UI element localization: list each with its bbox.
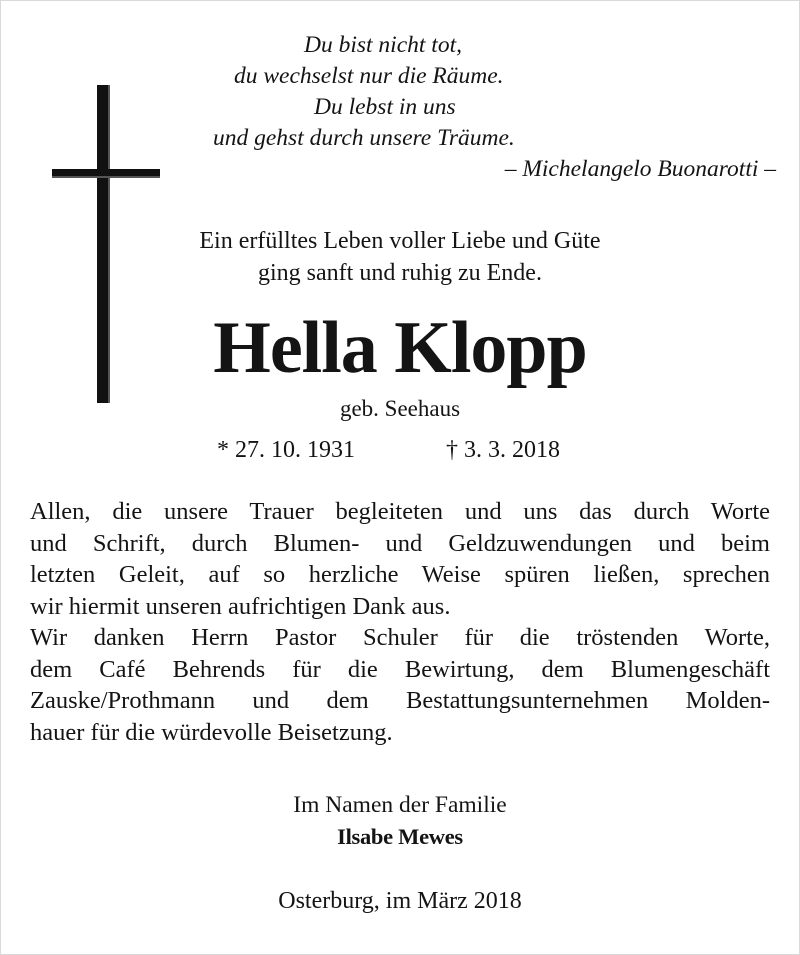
thanks-paragraph [30, 622, 770, 748]
thanks-line: Zauske/Prothmann und dem Bestattungsunternehmen Molden- [30, 687, 770, 714]
poem-line: Du lebst in uns [314, 94, 456, 120]
poem-line: Du bist nicht tot, [304, 32, 462, 58]
poem-quote [180, 30, 780, 185]
maiden-name: geb. Seehaus [339, 396, 461, 421]
thanks-line: Wir danken Herrn Pastor Schuler für die tröstenden Worte, [30, 624, 770, 651]
deceased-name: Hella Klopp [213, 307, 587, 389]
poem-line: du wechselst nur die Räume. [234, 63, 504, 89]
thanks-line: dem Café Behrends für die Bewirtung, dem Blumengeschäft [30, 655, 770, 683]
place-date: Osterburg, im März 2018 [278, 888, 522, 914]
poem-line: und gehst durch unsere Träume. [213, 125, 515, 151]
intro-text [140, 225, 660, 289]
poem-attribution: – Michelangelo Buonarotti – [504, 156, 776, 182]
thanks-line: und Schrift, durch Blumen- und Geldzuwendungen und beim [30, 529, 770, 557]
intro-line: Ein erfülltes Leben voller Liebe und Güte [199, 228, 601, 254]
signature-block [200, 790, 600, 852]
thanks-paragraph [30, 496, 770, 622]
thanks-line: Allen, die unsere Trauer begleiteten und uns das durch Worte [30, 498, 770, 525]
birth-date: * 27. 10. 1931 [217, 437, 355, 463]
thanks-line: wir hiermit unseren aufrichtigen Dank aus. [30, 592, 451, 620]
thanks-line: hauer für die würdevolle Beisetzung. [30, 718, 393, 746]
death-date: † 3. 3. 2018 [446, 437, 560, 463]
thanks-text [30, 496, 770, 748]
thanks-line: letzten Geleit, auf so herzliche Weise spüren ließen, sprechen [30, 561, 770, 588]
family-line: Im Namen der Familie [293, 792, 507, 818]
signer-name: Ilsabe Mewes [337, 824, 463, 849]
intro-line: ging sanft und ruhig zu Ende. [258, 260, 542, 286]
